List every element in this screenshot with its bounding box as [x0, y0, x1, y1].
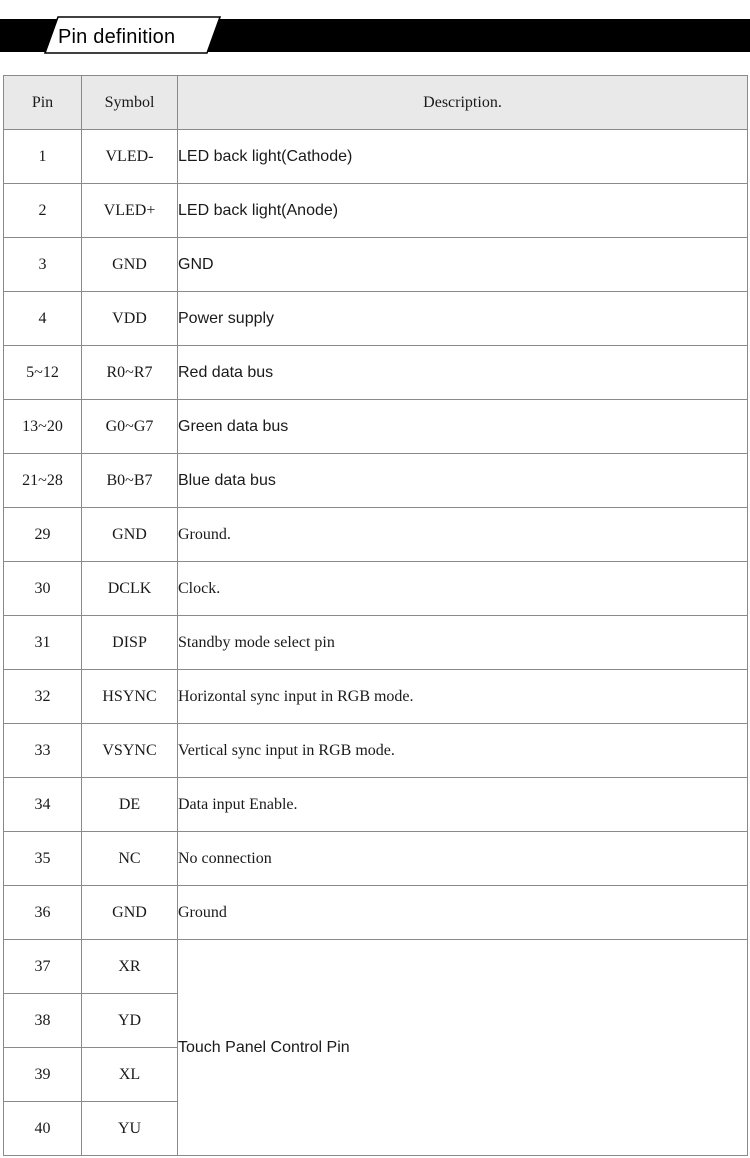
pin-number: 4: [4, 292, 82, 346]
table-body: [4, 130, 748, 1156]
pin-number: 37: [4, 940, 82, 994]
table-header-row: [4, 76, 748, 130]
pin-symbol: DISP: [82, 616, 178, 670]
pin-description: Clock.: [178, 562, 748, 616]
pin-symbol: GND: [82, 238, 178, 292]
table-row: [4, 400, 748, 454]
pin-number: 30: [4, 562, 82, 616]
page-title: Pin definition: [58, 26, 176, 48]
pin-number: 21~28: [4, 454, 82, 508]
pin-description: Blue data bus: [178, 454, 748, 508]
pin-number: 29: [4, 508, 82, 562]
pin-number: 1: [4, 130, 82, 184]
pin-number: 31: [4, 616, 82, 670]
table-row: [4, 238, 748, 292]
pin-symbol: VSYNC: [82, 724, 178, 778]
pin-description: Horizontal sync input in RGB mode.: [178, 670, 748, 724]
pin-symbol: GND: [82, 886, 178, 940]
pin-symbol: YD: [82, 994, 178, 1048]
table-row: [4, 454, 748, 508]
pin-number: 13~20: [4, 400, 82, 454]
pin-description: Data input Enable.: [178, 778, 748, 832]
pin-description: Standby mode select pin: [178, 616, 748, 670]
pin-symbol: GND: [82, 508, 178, 562]
pin-symbol: DE: [82, 778, 178, 832]
pin-symbol: DCLK: [82, 562, 178, 616]
table-row: [4, 130, 748, 184]
table-row: [4, 886, 748, 940]
pin-symbol: HSYNC: [82, 670, 178, 724]
pin-description: GND: [178, 238, 748, 292]
table-row: [4, 184, 748, 238]
pin-number: 38: [4, 994, 82, 1048]
pin-number: 32: [4, 670, 82, 724]
pin-description: Ground.: [178, 508, 748, 562]
pin-number: 40: [4, 1102, 82, 1156]
pin-symbol: VDD: [82, 292, 178, 346]
table-row: [4, 940, 748, 994]
pin-description: No connection: [178, 832, 748, 886]
touch-panel-description: Touch Panel Control Pin: [178, 940, 748, 1156]
pin-symbol: XR: [82, 940, 178, 994]
pin-description: LED back light(Cathode): [178, 130, 748, 184]
column-header-symbol: Symbol: [82, 76, 178, 130]
pin-symbol: G0~G7: [82, 400, 178, 454]
pin-symbol: VLED-: [82, 130, 178, 184]
pin-number: 39: [4, 1048, 82, 1102]
pin-description: LED back light(Anode): [178, 184, 748, 238]
pin-description: Red data bus: [178, 346, 748, 400]
table-row: [4, 562, 748, 616]
pin-number: 33: [4, 724, 82, 778]
table-row: [4, 346, 748, 400]
column-header-description: Description.: [178, 76, 748, 130]
pin-symbol: XL: [82, 1048, 178, 1102]
pin-symbol: VLED+: [82, 184, 178, 238]
pin-definition-table: [3, 75, 748, 1156]
pin-number: 3: [4, 238, 82, 292]
pin-number: 35: [4, 832, 82, 886]
column-header-pin: Pin: [4, 76, 82, 130]
pin-description: Green data bus: [178, 400, 748, 454]
pin-description: Ground: [178, 886, 748, 940]
table-row: [4, 778, 748, 832]
pin-number: 2: [4, 184, 82, 238]
table-row: [4, 292, 748, 346]
table-row: [4, 508, 748, 562]
pin-symbol: R0~R7: [82, 346, 178, 400]
table-row: [4, 832, 748, 886]
pin-description: Vertical sync input in RGB mode.: [178, 724, 748, 778]
table-row: [4, 724, 748, 778]
pin-symbol: YU: [82, 1102, 178, 1156]
table-row: [4, 670, 748, 724]
pin-number: 34: [4, 778, 82, 832]
pin-symbol: NC: [82, 832, 178, 886]
table-row: [4, 616, 748, 670]
pin-symbol: B0~B7: [82, 454, 178, 508]
pin-number: 5~12: [4, 346, 82, 400]
pin-number: 36: [4, 886, 82, 940]
pin-description: Power supply: [178, 292, 748, 346]
